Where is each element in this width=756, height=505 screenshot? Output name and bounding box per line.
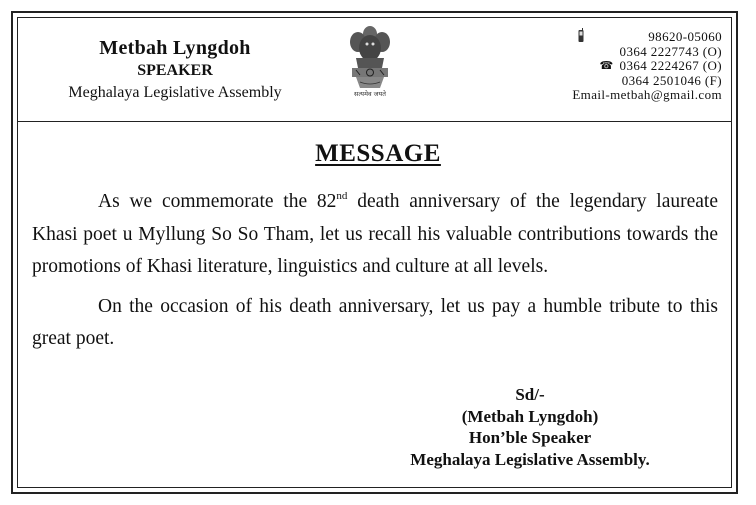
message-paragraph-1 <box>32 186 718 284</box>
signature-organization: Meghalaya Legislative Assembly. <box>410 449 650 469</box>
signature-sd: Sd/- <box>515 385 545 404</box>
signature-name: (Metbah Lyngdoh) <box>461 406 599 426</box>
office-number-1: 0364 2227743 (O) <box>619 43 722 59</box>
office-number-2: 0364 2224267 (O) <box>619 58 722 74</box>
contact-mobile <box>572 30 722 45</box>
contact-office-2 <box>572 59 722 74</box>
email-address: Email-metbah@gmail.com <box>572 87 722 103</box>
message-paragraph-2: On the occasion of his death anniversary, let us pay a humble tribute to this great poet. <box>32 295 718 349</box>
signature-block <box>380 384 680 470</box>
contact-fax <box>572 74 722 89</box>
message-title <box>0 140 756 168</box>
ordinal-suffix: nd <box>336 190 348 202</box>
signature-title: Hon’ble Speaker <box>468 428 592 447</box>
mobile-number: 98620-05060 <box>648 29 722 44</box>
sender-title: SPEAKER <box>137 62 213 79</box>
telephone-icon: ☎ <box>599 60 614 73</box>
contact-email <box>572 88 722 103</box>
paragraph-1-start: As we commemorate the 82 <box>98 191 337 212</box>
fax-number: 0364 2501046 (F) <box>621 72 722 88</box>
emblem-motto: सत्यमेव जयते <box>354 90 386 98</box>
letterhead-sender <box>30 36 320 104</box>
header-divider <box>17 121 732 122</box>
contact-office-1 <box>572 45 722 60</box>
sender-organization: Meghalaya Legislative Assembly <box>68 84 282 101</box>
message-body <box>32 186 718 356</box>
sender-name: Metbah Lyngdoh <box>99 37 251 59</box>
message-heading: MESSAGE <box>315 140 441 167</box>
paragraph-1-rest: death anniversary of the legendary laureate Khasi poet u Myllung So So Tham, let us recall his valuable contributions towards the promotions of Khasi literature, linguistics and culture at all levels. <box>32 191 718 277</box>
letterhead-contacts <box>572 30 722 103</box>
